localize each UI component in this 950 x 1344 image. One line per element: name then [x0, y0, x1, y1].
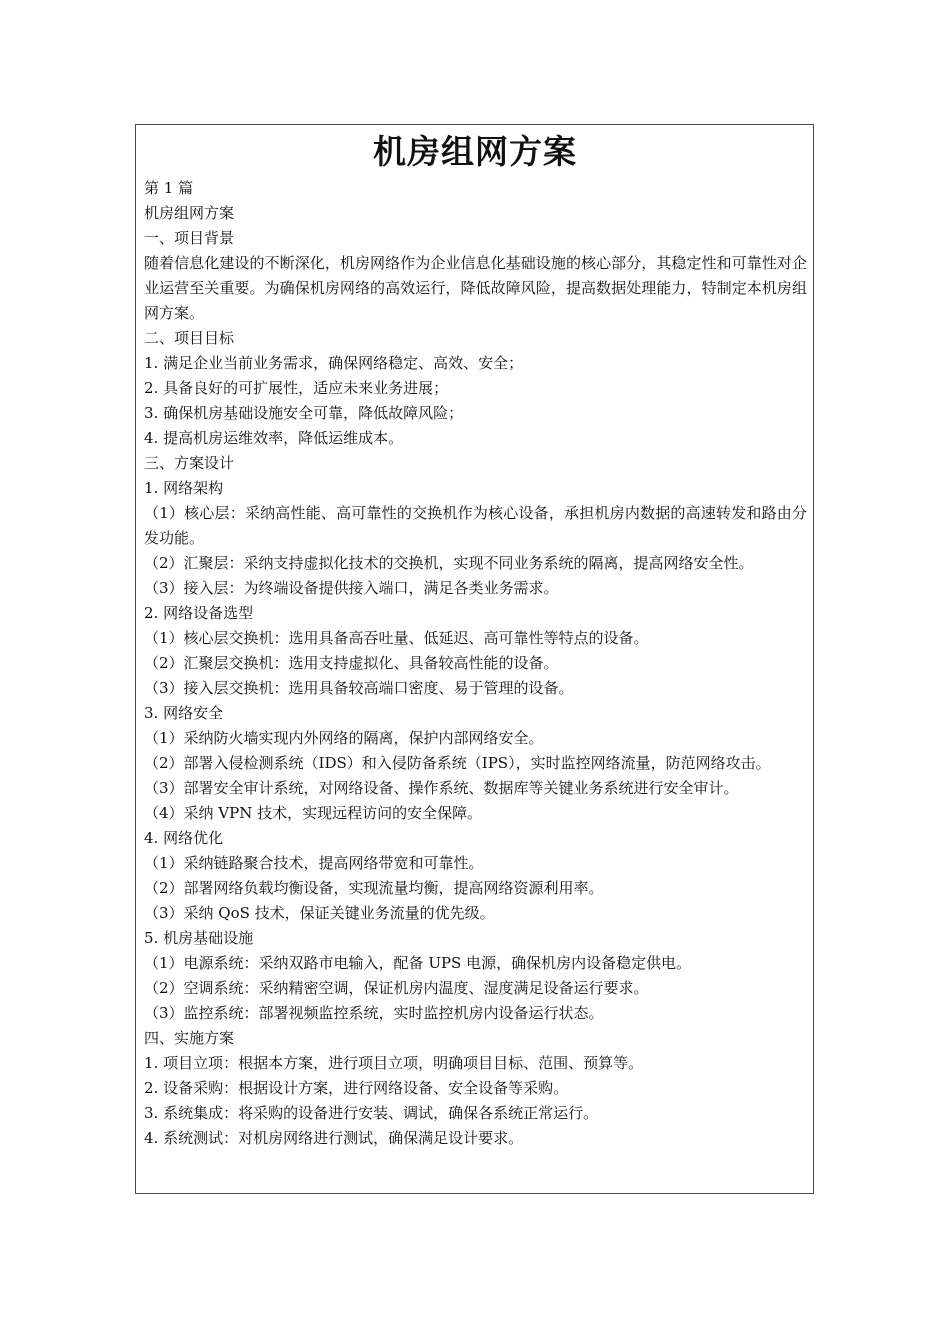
- optimization-item: （1）采纳链路聚合技术，提高网络带宽和可靠性。: [144, 854, 484, 872]
- heading-implementation: 四、实施方案: [144, 1029, 235, 1047]
- subheading-infrastructure: 5. 机房基础设施: [144, 929, 254, 947]
- subheading-equipment: 2. 网络设备选型: [144, 604, 254, 622]
- goal-item: 4. 提高机房运维效率，降低运维成本。: [144, 429, 404, 447]
- architecture-item: （1）核心层：采纳高性能、高可靠性的交换机作为核心设备，承担机房内数据的高速转发和路由分发功能。: [144, 504, 807, 547]
- implementation-item: 1. 项目立项：根据本方案，进行项目立项，明确项目目标、范围、预算等。: [144, 1054, 644, 1072]
- goal-item: 1. 满足企业当前业务需求，确保网络稳定、高效、安全；: [144, 354, 524, 372]
- equipment-item: （3）接入层交换机：选用具备较高端口密度、易于管理的设备。: [144, 679, 574, 697]
- infrastructure-item: （1）电源系统：采纳双路市电输入，配备 UPS 电源，确保机房内设备稳定供电。: [144, 954, 692, 972]
- architecture-item: （3）接入层：为终端设备提供接入端口，满足各类业务需求。: [144, 579, 559, 597]
- heading-design: 三、方案设计: [144, 454, 235, 472]
- subheading-architecture: 1. 网络架构: [144, 479, 224, 497]
- infrastructure-item: （2）空调系统：采纳精密空调，保证机房内温度、湿度满足设备运行要求。: [144, 979, 649, 997]
- document-subtitle: 机房组网方案: [144, 204, 235, 222]
- optimization-item: （2）部署网络负载均衡设备，实现流量均衡，提高网络资源利用率。: [144, 879, 604, 897]
- heading-goals: 二、项目目标: [144, 329, 235, 347]
- implementation-item: 2. 设备采购：根据设计方案，进行网络设备、安全设备等采购。: [144, 1079, 569, 1097]
- security-item: （3）部署安全审计系统，对网络设备、操作系统、数据库等关键业务系统进行安全审计。: [144, 779, 739, 797]
- goal-item: 3. 确保机房基础设施安全可靠，降低故障风险；: [144, 404, 464, 422]
- equipment-item: （2）汇聚层交换机：选用支持虚拟化、具备较高性能的设备。: [144, 654, 559, 672]
- document-title: 机房组网方案: [373, 132, 577, 171]
- implementation-item: 3. 系统集成：将采购的设备进行安装、调试，确保各系统正常运行。: [144, 1104, 599, 1122]
- background-paragraph: 随着信息化建设的不断深化，机房网络作为企业信息化基础设施的核心部分，其稳定性和可靠性对企业运营至关重要。为确保机房网络的高效运行，降低故障风险，提高数据处理能力，特制定本机房组网方案。: [144, 254, 807, 322]
- security-item: （2）部署入侵检测系统（IDS）和入侵防备系统（IPS），实时监控网络流量，防范网络攻击。: [144, 754, 771, 772]
- heading-background: 一、项目背景: [144, 229, 235, 247]
- subheading-optimization: 4. 网络优化: [144, 829, 224, 847]
- security-item: （1）采纳防火墙实现内外网络的隔离，保护内部网络安全。: [144, 729, 544, 747]
- security-item: （4）采纳 VPN 技术，实现远程访问的安全保障。: [144, 804, 483, 822]
- subheading-security: 3. 网络安全: [144, 704, 224, 722]
- document-body: [144, 176, 807, 1151]
- section-label: 第 1 篇: [144, 179, 194, 197]
- infrastructure-item: （3）监控系统：部署视频监控系统，实时监控机房内设备运行状态。: [144, 1004, 604, 1022]
- optimization-item: （3）采纳 QoS 技术，保证关键业务流量的优先级。: [144, 904, 495, 922]
- equipment-item: （1）核心层交换机：选用具备高吞吐量、低延迟、高可靠性等特点的设备。: [144, 629, 649, 647]
- goal-item: 2. 具备良好的可扩展性，适应未来业务进展；: [144, 379, 449, 397]
- implementation-item: 4. 系统测试：对机房网络进行测试，确保满足设计要求。: [144, 1129, 524, 1147]
- architecture-item: （2）汇聚层：采纳支持虚拟化技术的交换机，实现不同业务系统的隔离，提高网络安全性。: [144, 554, 754, 572]
